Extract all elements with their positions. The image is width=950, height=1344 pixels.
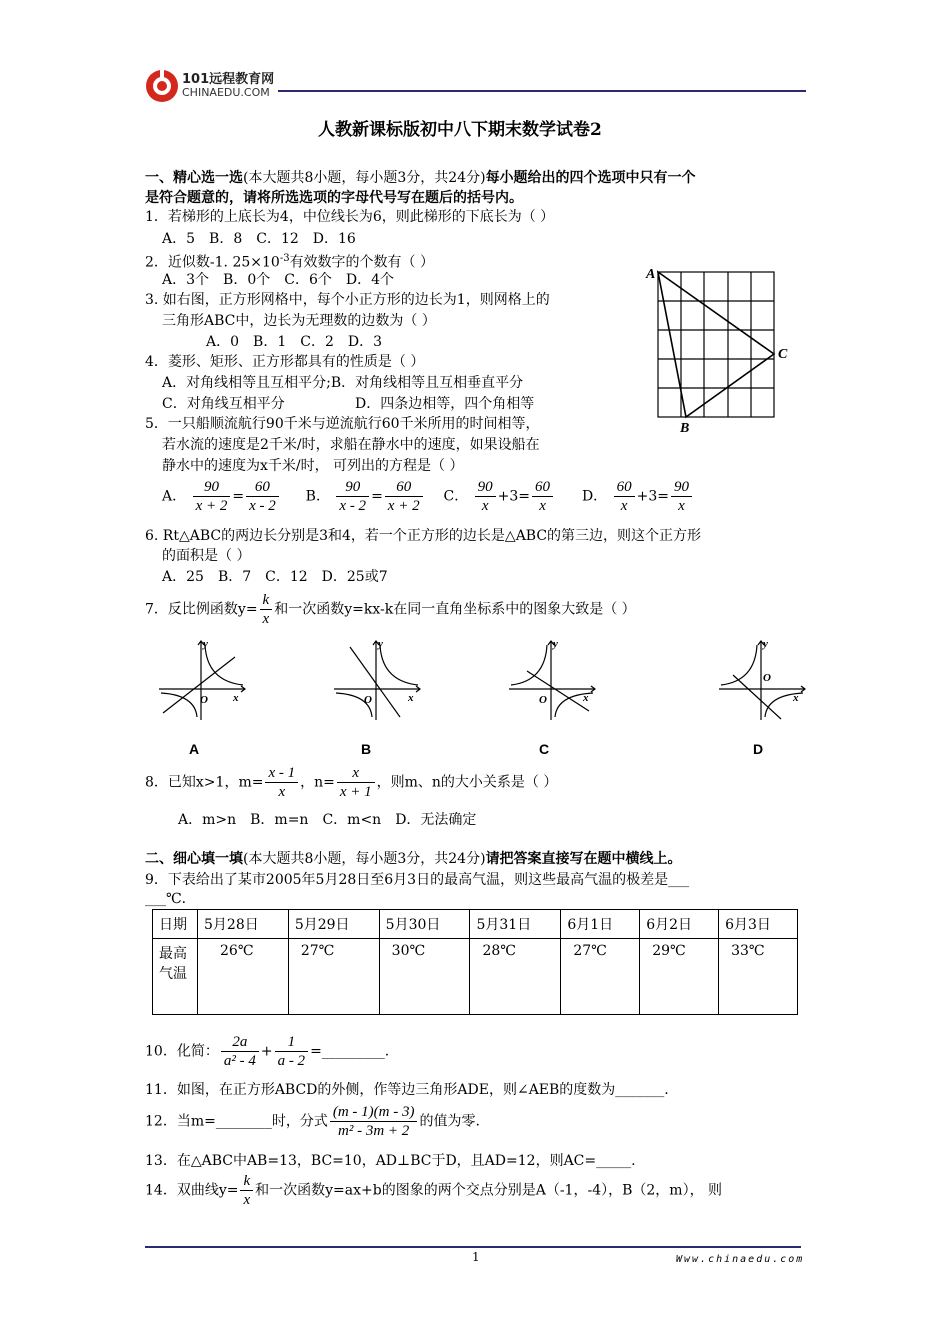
svg-text:O: O bbox=[200, 694, 208, 706]
q6-option-a: A．25 bbox=[162, 569, 204, 585]
q5-c-frac1: $\frac{90}{x}$ bbox=[475, 478, 496, 515]
svg-text:x: x bbox=[583, 692, 589, 704]
section1-heading bbox=[145, 168, 696, 188]
table-cell: 6月3日 bbox=[719, 910, 798, 939]
table-cell: 29℃ bbox=[640, 939, 719, 1015]
q3-option-d: D．3 bbox=[347, 334, 382, 350]
logo-emblem-icon bbox=[144, 68, 180, 104]
q14-text bbox=[145, 1172, 722, 1209]
q6-option-b: B．7 bbox=[217, 569, 252, 585]
section2-heading bbox=[145, 849, 682, 869]
q8-option-c: C．m<n bbox=[322, 812, 382, 828]
q7-label-c: C bbox=[539, 741, 550, 757]
q12-frac: $\frac{(m - 1)(m - 3)}{\text{m² - 3m + 2}}$ bbox=[330, 1103, 418, 1140]
q7-graph-d bbox=[715, 635, 810, 725]
q3-line1: 3. 如右图，正方形网格中，每个小正方形的边长为1，则网格上的 bbox=[145, 292, 550, 308]
q8-option-d: D．无法确定 bbox=[395, 812, 477, 828]
q5-b-frac1: $\frac{90}{x - 2}$ bbox=[336, 478, 369, 515]
q3-grid-figure bbox=[640, 262, 800, 437]
site-logo bbox=[142, 66, 282, 104]
q5-d-frac2: $\frac{90}{x}$ bbox=[671, 478, 692, 515]
q2-pre: 2．近似数-1. 25×10 bbox=[145, 254, 280, 271]
q7-label-a: A bbox=[189, 741, 200, 757]
q4-option-c: C．对角线互相平分 bbox=[162, 396, 285, 412]
footer-url: Www.chinaedu.com bbox=[676, 1254, 805, 1265]
q5-option-b-label: B． bbox=[305, 488, 330, 505]
section1-head-bold: 一、精心选一选 bbox=[145, 170, 243, 186]
svg-text:x: x bbox=[233, 692, 239, 704]
q10-frac1: $\frac{2a}{\text{a² - 4}}$ bbox=[221, 1033, 259, 1070]
q5-option-d-label: D． bbox=[581, 488, 608, 505]
q14-pre: 14．双曲线y= bbox=[145, 1182, 239, 1199]
q7-post: 和一次函数y=kx-k在同一直角坐标系中的图象大致是（ ） bbox=[274, 601, 636, 618]
q3-option-c: C．2 bbox=[300, 334, 334, 350]
q9-line2: ___℃． bbox=[145, 891, 196, 907]
q12-pre: 12．当m=________时，分式 bbox=[145, 1113, 328, 1130]
svg-text:O: O bbox=[539, 694, 547, 706]
q5-line2: 若水流的速度是2千米/时，求船在静水中的速度，如果设船在 bbox=[162, 437, 540, 453]
q3-label-a: A bbox=[646, 267, 656, 282]
q5-d-frac1: $\frac{60}{x}$ bbox=[614, 478, 635, 515]
q6-line1: 6. Rt△ABC的两边长分别是3和4，若一个正方形的边长是△ABC的第三边，则这个正方形 bbox=[145, 528, 702, 544]
q8-m-frac: $\frac{x - 1}{x}$ bbox=[265, 764, 298, 801]
page-title: 人教新课标版初中八下期末数学试卷2 bbox=[318, 120, 602, 140]
q10-post: =_________. bbox=[310, 1043, 390, 1060]
q8-mid: ，n= bbox=[300, 774, 335, 791]
q5-b-frac2: $\frac{60}{x + 2}$ bbox=[385, 478, 423, 515]
q10-frac2: $\frac{1}{a - 2}$ bbox=[275, 1033, 309, 1070]
table-cell: 26℃ bbox=[198, 939, 289, 1015]
q2-options bbox=[162, 270, 408, 290]
q2-option-a: A．3个 bbox=[162, 272, 210, 288]
svg-text:y: y bbox=[203, 638, 208, 650]
q3-label-b: B bbox=[680, 421, 690, 436]
table-cell: 5月31日 bbox=[470, 910, 561, 939]
svg-text:y: y bbox=[378, 638, 383, 650]
table-header-temp: 最高气温 bbox=[153, 939, 198, 1015]
q1-text: 1．若梯形的上底长为4，中位线长为6，则此梯形的下底长为（ ） bbox=[145, 209, 555, 225]
q3-option-a: A．0 bbox=[206, 334, 240, 350]
section1-heading-line2: 是符合题意的，请将所选选项的字母代号写在题后的括号内。 bbox=[145, 190, 523, 206]
q13-text: 13．在△ABC中AB=13，BC=10，AD⊥BC于D，且AD=12，则AC=_____. bbox=[145, 1153, 636, 1169]
svg-text:x: x bbox=[408, 692, 414, 704]
q8-n-frac: $\frac{x}{x + 1}$ bbox=[337, 764, 375, 801]
q7-frac: $\frac{k}{x}$ bbox=[260, 591, 273, 628]
table-cell: 5月30日 bbox=[379, 910, 470, 939]
q2-post: 有效数字的个数有（ ） bbox=[289, 254, 435, 271]
q3-line2: 三角形ABC中，边长为无理数的边数为（ ） bbox=[162, 313, 436, 329]
table-row-temps bbox=[153, 939, 798, 1015]
q8-post: ，则m、n的大小关系是（ ） bbox=[376, 774, 558, 791]
q3-options bbox=[206, 332, 396, 352]
q4-option-b: B．对角线相等且互相垂直平分 bbox=[330, 375, 524, 391]
page-number: 1 bbox=[472, 1250, 480, 1264]
table-cell: 28℃ bbox=[470, 939, 561, 1015]
q8-options bbox=[178, 810, 490, 830]
table-cell: 6月1日 bbox=[561, 910, 640, 939]
q4-option-d: D．四条边相等，四个角相等 bbox=[355, 396, 535, 412]
svg-text:O: O bbox=[763, 672, 771, 684]
q2-option-c: C．6个 bbox=[284, 272, 332, 288]
q7-label-b: B bbox=[361, 741, 372, 757]
q4-option-a: A．对角线相等且互相平分; bbox=[162, 375, 331, 391]
section1-head-normal: (本大题共8小题，每小题3分，共24分) bbox=[243, 170, 486, 186]
q7-graph-b bbox=[330, 635, 425, 725]
table-row-dates bbox=[153, 910, 798, 939]
q12-post: 的值为零. bbox=[419, 1113, 480, 1130]
q7-pre: 7．反比例函数y= bbox=[145, 601, 258, 618]
q1-option-c: C．12 bbox=[256, 231, 299, 247]
q3-option-b: B．1 bbox=[253, 334, 287, 350]
table-cell: 30℃ bbox=[379, 939, 470, 1015]
q1-option-d: D．16 bbox=[312, 231, 356, 247]
q10-plus: + bbox=[260, 1043, 273, 1060]
q2-sup: -3 bbox=[279, 253, 290, 264]
q6-line2: 的面积是（ ） bbox=[162, 548, 251, 564]
q7-graph-c bbox=[505, 635, 600, 725]
svg-text:O: O bbox=[364, 694, 372, 706]
q7-graph-a bbox=[155, 635, 250, 725]
q5-c-frac2: $\frac{60}{x}$ bbox=[532, 478, 553, 515]
q5-line3: 静水中的速度为x千米/时， 可列出的方程是（ ） bbox=[162, 458, 464, 474]
q2-option-b: B．0个 bbox=[223, 272, 271, 288]
header-rule bbox=[278, 90, 806, 92]
logo-text-en: CHINAEDU.COM bbox=[182, 86, 270, 99]
svg-text:y: y bbox=[763, 638, 768, 650]
table-cell: 5月28日 bbox=[198, 910, 289, 939]
svg-text:x: x bbox=[793, 692, 799, 704]
table-header-date: 日期 bbox=[153, 910, 198, 939]
table-cell: 33℃ bbox=[719, 939, 798, 1015]
q8-option-a: A．m>n bbox=[178, 812, 237, 828]
q6-option-d: D．25或7 bbox=[321, 569, 388, 585]
section2-head-normal: (本大题共8小题，每小题3分，共24分) bbox=[243, 851, 486, 867]
q1-option-a: A．5 bbox=[162, 231, 196, 247]
q10-pre: 10．化简： bbox=[145, 1043, 219, 1060]
q4-options-row2 bbox=[162, 394, 534, 414]
q5-a-frac1: $\frac{90}{x + 2}$ bbox=[193, 478, 231, 515]
q5-options: A． $\frac{90}{x + 2}$ = $\frac{60}{x - 2}$ B． $\frac{90}{x - 2}$ = $\frac{60}{x + 2}$ C． $\frac{90}{x}$ +3= $\frac{60}{x}$ D． $\frac{60}{x}$ +3= $\frac{90}{x}$ bbox=[162, 478, 694, 515]
table-cell: 5月29日 bbox=[288, 910, 379, 939]
table-cell: 27℃ bbox=[288, 939, 379, 1015]
table-cell: 6月2日 bbox=[640, 910, 719, 939]
q5-a-frac2: $\frac{60}{x - 2}$ bbox=[246, 478, 279, 515]
q7-text bbox=[145, 591, 636, 628]
section1-head-tail: 每小题给出的四个选项中只有一个 bbox=[485, 170, 696, 186]
q4-options-row1 bbox=[162, 373, 523, 393]
q1-option-b: B．8 bbox=[209, 231, 243, 247]
q14-post: 和一次函数y=ax+b的图象的两个交点分别是A（-1，-4），B（2，m）， 则 bbox=[255, 1182, 723, 1199]
section2-head-tail: 请把答案直接写在题中横线上。 bbox=[485, 851, 682, 867]
q8-option-b: B．m=n bbox=[250, 812, 309, 828]
q5-option-c-label: C． bbox=[443, 488, 469, 505]
q7-label-d: D bbox=[753, 741, 764, 757]
q8-pre: 8．已知x>1，m= bbox=[145, 774, 264, 791]
q6-option-c: C．12 bbox=[265, 569, 308, 585]
temperature-table bbox=[152, 909, 798, 1015]
q10-text bbox=[145, 1033, 389, 1070]
q6-options bbox=[162, 567, 402, 587]
q5-option-a-label: A． bbox=[162, 488, 187, 505]
q2-option-d: D．4个 bbox=[345, 272, 394, 288]
q8-text bbox=[145, 764, 557, 801]
q12-text bbox=[145, 1103, 480, 1140]
q3-label-c: C bbox=[778, 347, 788, 362]
table-cell: 27℃ bbox=[561, 939, 640, 1015]
section2-head-bold: 二、细心填一填 bbox=[145, 851, 243, 867]
q9-line1: 9．下表给出了某市2005年5月28日至6月3日的最高气温，则这些最高气温的极差是___ bbox=[145, 872, 690, 888]
q4-text: 4．菱形、矩形、正方形都具有的性质是（ ） bbox=[145, 354, 425, 370]
q5-line1: 5．一只船顺流航行90千米与逆流航行60千米所用的时间相等， bbox=[145, 416, 540, 432]
logo-text-cn: 101远程教育网 bbox=[182, 72, 275, 87]
q11-text: 11．如图，在正方形ABCD的外侧，作等边三角形ADE，则∠AEB的度数为_______. bbox=[145, 1082, 669, 1098]
q1-options bbox=[162, 229, 370, 249]
q14-frac: $\frac{k}{x}$ bbox=[240, 1172, 253, 1209]
svg-text:y: y bbox=[553, 638, 558, 650]
